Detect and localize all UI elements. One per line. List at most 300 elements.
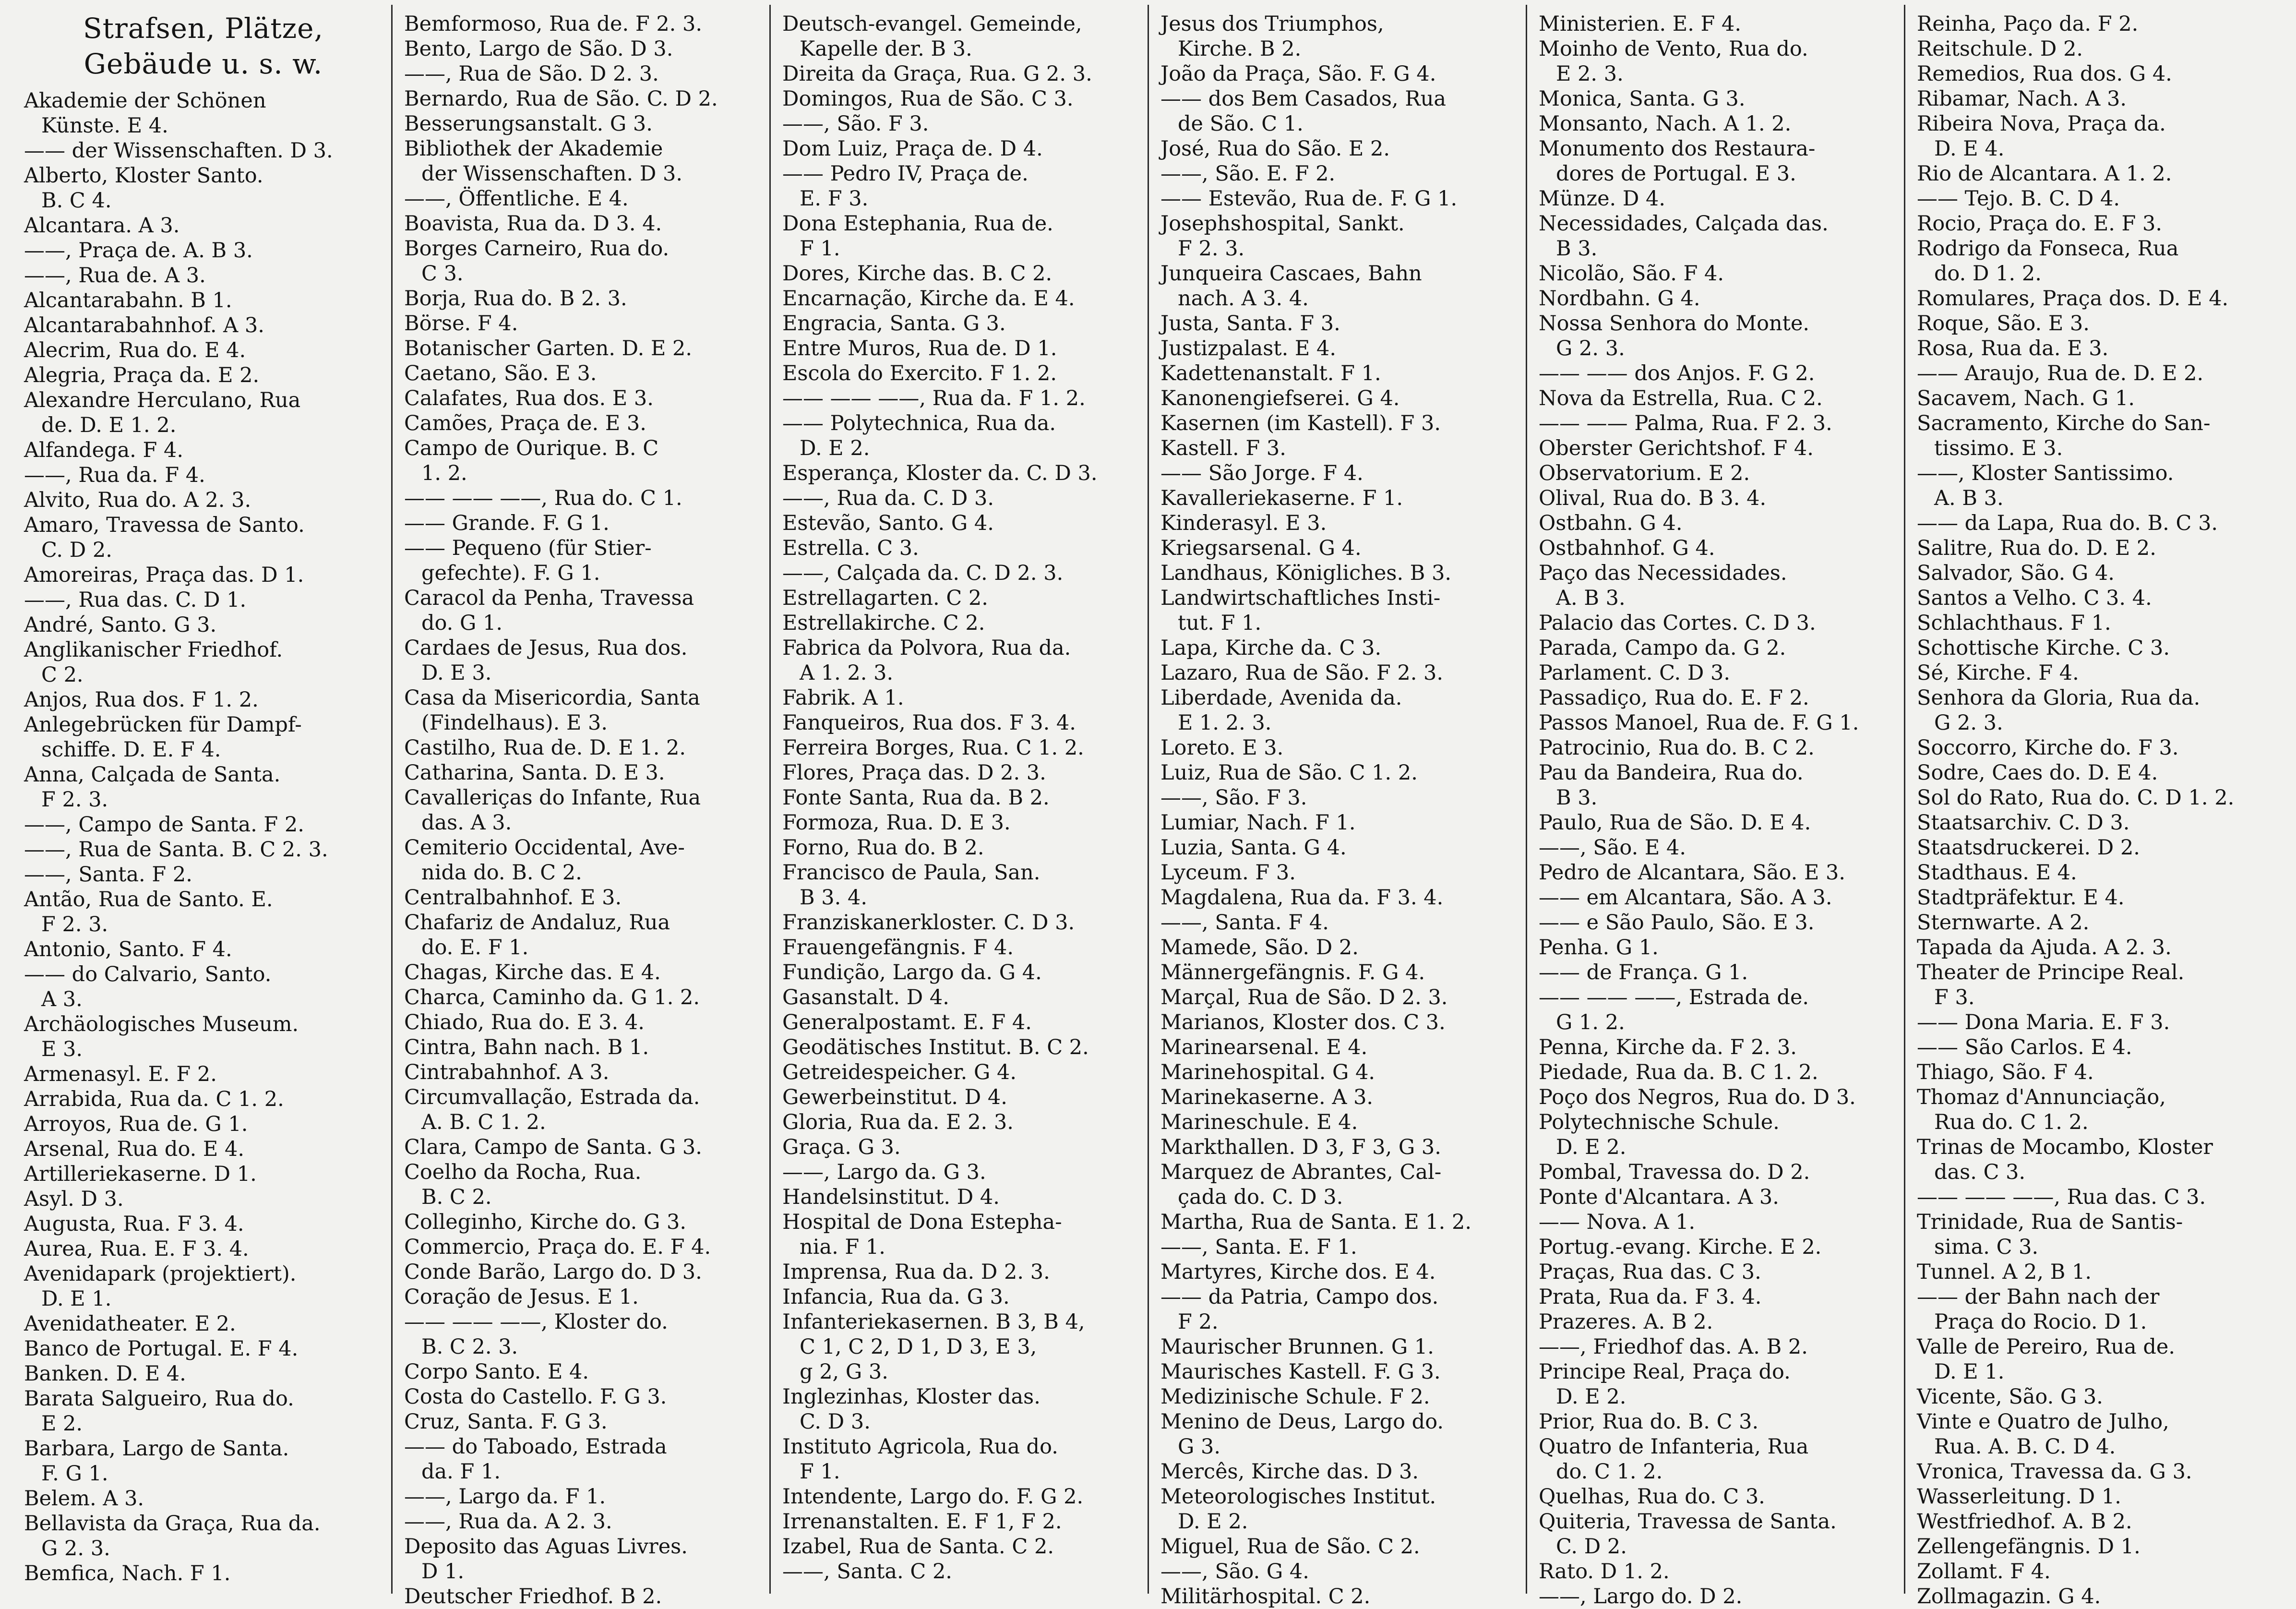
index-entry: Vronica, Travessa da. G 3.	[1917, 1460, 2192, 1484]
index-entry: Reinha, Paço da. F 2.	[1917, 12, 2139, 36]
index-entry: Sacramento, Kirche do San- tissimo. E 3.	[1917, 411, 2211, 460]
index-entry: —— —— dos Anjos. F. G 2.	[1539, 361, 1815, 385]
index-entry: Thomaz d'Annunciação, Rua do. C 1. 2.	[1917, 1085, 2166, 1134]
index-entry: Polytechnische Schule. D. E 2.	[1539, 1110, 1780, 1159]
index-entry: —— em Alcantara, São. A 3.	[1539, 886, 1832, 910]
index-entry: —— der Bahn nach der Praça do Rocio. D 1.	[1917, 1285, 2160, 1334]
index-entry: Monumento dos Restaura- dores de Portugal. E 3.	[1539, 137, 1816, 186]
index-entry: —— São Carlos. E 4.	[1917, 1035, 2132, 1059]
index-entry: ——, Largo do. D 2.	[1539, 1585, 1743, 1609]
index-entry: José, Rua do São. E 2.	[1160, 137, 1390, 161]
index-entry: Caracol da Penha, Travessa do. G 1.	[404, 586, 694, 635]
index-entry: Deutscher Friedhof. B 2.	[404, 1585, 662, 1609]
index-entry: Zollamt. F 4.	[1917, 1560, 2051, 1584]
index-entry: Banco de Portugal. E. F 4.	[24, 1337, 299, 1361]
index-entry: Dom Luiz, Praça de. D 4.	[782, 137, 1043, 161]
index-entry: Catharina, Santa. D. E 3.	[404, 761, 665, 785]
index-entry: Romulares, Praça dos. D. E 4.	[1917, 287, 2229, 311]
index-entry: Stadthaus. E 4.	[1917, 861, 2077, 885]
index-entry: Senhora da Gloria, Rua da. G 2. 3.	[1917, 686, 2200, 735]
index-entry: Estrellakirche. C 2.	[782, 611, 985, 635]
index-entry: Kanonengiefserei. G 4.	[1160, 386, 1400, 410]
index-entry: —— dos Bem Casados, Rua de São. C 1.	[1160, 87, 1447, 136]
index-entry: ——, Rua da. A 2. 3.	[404, 1510, 612, 1534]
index-entry: Westfriedhof. A. B 2.	[1917, 1510, 2132, 1534]
index-entry: Anglikanischer Friedhof. C 2.	[24, 638, 283, 687]
index-entry: ——, Kloster Santissimo. A. B 3.	[1917, 461, 2174, 510]
index-entry: —— da Lapa, Rua do. B. C 3.	[1917, 511, 2218, 535]
index-entry: Botanischer Garten. D. E 2.	[404, 336, 693, 360]
index-entry: Alvito, Rua do. A 2. 3.	[24, 488, 251, 512]
index-entry: Martha, Rua de Santa. E 1. 2.	[1160, 1210, 1472, 1234]
index-entry: —— Pequeno (für Stier- gefechte). F. G 1.	[404, 536, 652, 585]
index-entry: Charca, Caminho da. G 1. 2.	[404, 985, 700, 1009]
index-entry: Roque, São. E 3.	[1917, 312, 2090, 336]
index-entry: Prata, Rua da. F 3. 4.	[1539, 1285, 1762, 1309]
index-entry: Avenidapark (projektiert). D. E 1.	[24, 1262, 297, 1311]
index-entry: Arsenal, Rua do. E 4.	[24, 1137, 244, 1161]
index-entry: Landwirtschaftliches Insti- tut. F 1.	[1160, 586, 1441, 635]
index-entry: Alexandre Herculano, Rua de. D. E 1. 2.	[24, 388, 301, 437]
index-entry: Quatro de Infanteria, Rua do. C 1. 2.	[1539, 1435, 1809, 1484]
index-entry: Rocio, Praça do. E. F 3.	[1917, 212, 2163, 236]
index-entry: —— e São Paulo, São. E 3.	[1539, 911, 1815, 935]
entry-list	[782, 12, 1139, 1584]
index-entry: Chafariz de Andaluz, Rua do. E. F 1.	[404, 911, 670, 960]
index-entry: Stadtpräfektur. E 4.	[1917, 886, 2125, 910]
index-entry: Wasserleitung. D 1.	[1917, 1485, 2121, 1509]
index-entry: André, Santo. G 3.	[24, 613, 217, 637]
section-title-line-2: Gebäude u. s. w.	[84, 48, 323, 80]
index-entry: Landhaus, Königliches. B 3.	[1160, 561, 1452, 585]
index-entry: Gewerbeinstitut. D 4.	[782, 1085, 1007, 1109]
index-entry: Reitschule. D 2.	[1917, 37, 2083, 61]
index-entry: Remedios, Rua dos. G 4.	[1917, 62, 2172, 86]
index-entry: Engracia, Santa. G 3.	[782, 312, 1006, 336]
index-entry: Alcantarabahnhof. A 3.	[24, 313, 264, 337]
index-entry: ——, São. E. F 2.	[1160, 162, 1336, 186]
index-entry: Rodrigo da Fonseca, Rua do. D 1. 2.	[1917, 237, 2179, 286]
index-entry: Lapa, Kirche da. C 3.	[1160, 636, 1382, 660]
index-entry: Santos a Velho. C 3. 4.	[1917, 586, 2152, 610]
index-entry: Akademie der Schönen Künste. E 4.	[24, 89, 266, 138]
index-entry: Luiz, Rua de São. C 1. 2.	[1160, 761, 1418, 785]
index-entry: Kinderasyl. E 3.	[1160, 511, 1327, 535]
index-entry: ——, Rua de São. D 2. 3.	[404, 62, 659, 86]
index-entry: Soccorro, Kirche do. F 3.	[1917, 736, 2179, 760]
index-entry: Gloria, Rua da. E 2. 3.	[782, 1110, 1014, 1134]
index-entry: ——, São. F 3.	[1160, 786, 1307, 810]
index-entry: Artilleriekaserne. D 1.	[24, 1162, 257, 1186]
index-entry: Oberster Gerichtshof. F 4.	[1539, 436, 1814, 460]
index-entry: Estrellagarten. C 2.	[782, 586, 988, 610]
index-entry: Dores, Kirche das. B. C 2.	[782, 262, 1052, 286]
index-entry: Getreidespeicher. G 4.	[782, 1060, 1017, 1084]
index-entry: Loreto. E 3.	[1160, 736, 1284, 760]
index-entry: Sol do Rato, Rua do. C. D 1. 2.	[1917, 786, 2235, 810]
index-entry: Prior, Rua do. B. C 3.	[1539, 1410, 1759, 1434]
index-entry: Salitre, Rua do. D. E 2.	[1917, 536, 2156, 560]
index-entry: ——, Santa. C 2.	[782, 1560, 952, 1584]
index-entry: Izabel, Rua de Santa. C 2.	[782, 1535, 1054, 1559]
index-entry: Portug.-evang. Kirche. E 2.	[1539, 1235, 1822, 1259]
index-entry: Principe Real, Praça do. D. E 2.	[1539, 1360, 1791, 1409]
index-entry: Kavalleriekaserne. F 1.	[1160, 486, 1403, 510]
index-entry: ——, Rua de. A 3.	[24, 264, 206, 288]
index-entry: Cruz, Santa. F. G 3.	[404, 1410, 608, 1434]
index-entry: Flores, Praça das. D 2. 3.	[782, 761, 1046, 785]
index-entry: —— de França. G 1.	[1539, 961, 1748, 985]
index-entry: Monica, Santa. G 3.	[1539, 87, 1746, 111]
index-entry: Kriegsarsenal. G 4.	[1160, 536, 1362, 560]
index-entry: ——, Largo da. G 3.	[782, 1160, 986, 1184]
index-entry: Militärhospital. C 2.	[1160, 1585, 1371, 1609]
index-entry: Zollmagazin. G 4.	[1917, 1585, 2101, 1609]
index-entry: Fundição, Largo da. G 4.	[782, 961, 1042, 985]
index-entry: Cemiterio Occidental, Ave- nida do. B. C 2.	[404, 836, 685, 885]
index-entry: —— —— ——, Rua do. C 1.	[404, 486, 682, 510]
index-entry: Quiteria, Travessa de Santa. C. D 2.	[1539, 1510, 1837, 1559]
index-entry: Schottische Kirche. C 3.	[1917, 636, 2170, 660]
index-entry: Justa, Santa. F 3.	[1160, 312, 1340, 336]
index-entry: Avenidatheater. E 2.	[24, 1312, 236, 1336]
index-entry: Tapada da Ajuda. A 2. 3.	[1917, 936, 2172, 960]
index-entry: Direita da Graça, Rua. G 2. 3.	[782, 62, 1092, 86]
index-entry: Kadettenanstalt. F 1.	[1160, 361, 1381, 385]
section-title-line-1: Strafsen, Plätze,	[83, 12, 323, 45]
index-entry: Borja, Rua do. B 2. 3.	[404, 287, 627, 311]
index-entry: Lumiar, Nach. F 1.	[1160, 811, 1356, 835]
index-entry: —— do Taboado, Estrada da. F 1.	[404, 1435, 667, 1484]
index-entry: Escola do Exercito. F 1. 2.	[782, 361, 1057, 385]
index-entry: Chagas, Kirche das. E 4.	[404, 961, 661, 985]
index-entry: Coelho da Rocha, Rua. B. C 2.	[404, 1160, 642, 1209]
index-entry: Maurischer Brunnen. G 1.	[1160, 1335, 1434, 1359]
index-entry: Penha. G 1.	[1539, 936, 1659, 960]
index-entry: Mamede, São. D 2.	[1160, 936, 1359, 960]
index-entry: Magdalena, Rua da. F 3. 4.	[1160, 886, 1444, 910]
index-column-1	[14, 5, 393, 1594]
index-entry: Pombal, Travessa do. D 2.	[1539, 1160, 1810, 1184]
index-entry: ——, São. G 4.	[1160, 1560, 1309, 1584]
index-entry: Imprensa, Rua da. D 2. 3.	[782, 1260, 1050, 1284]
index-entry: Medizinische Schule. F 2.	[1160, 1385, 1430, 1409]
index-entry: ——, Campo de Santa. F 2.	[24, 813, 304, 837]
index-page	[14, 5, 2284, 1609]
index-entry: ——, Rua das. C. D 1.	[24, 588, 247, 612]
index-entry: Josephshospital, Sankt. F 2. 3.	[1160, 212, 1405, 261]
index-entry: Marinehospital. G 4.	[1160, 1060, 1375, 1084]
index-entry: Infanteriekasernen. B 3, B 4, C 1, C 2, D 1, D 3, E 3, g 2, G 3.	[782, 1310, 1085, 1384]
index-entry: Casa da Misericordia, Santa (Findelhaus). E 3.	[404, 686, 700, 735]
index-entry: Bellavista da Graça, Rua da. G 2. 3.	[24, 1512, 321, 1561]
index-entry: Ferreira Borges, Rua. C 1. 2.	[782, 736, 1084, 760]
index-entry: Mercês, Kirche das. D 3.	[1160, 1460, 1419, 1484]
index-entry: Rio de Alcantara. A 1. 2.	[1917, 162, 2172, 186]
index-entry: Fabrik. A 1.	[782, 686, 904, 710]
index-entry: Bernardo, Rua de São. C. D 2.	[404, 87, 718, 111]
index-entry: Meteorologisches Institut. D. E 2.	[1160, 1485, 1436, 1534]
index-entry: Aurea, Rua. E. F 3. 4.	[24, 1237, 249, 1261]
index-entry: Frauengefängnis. F 4.	[782, 936, 1014, 960]
index-column-3	[771, 5, 1149, 1594]
index-entry: Besserungsanstalt. G 3.	[404, 112, 653, 136]
index-entry: Circumvallação, Estrada da. A. B. C 1. 2.	[404, 1085, 700, 1134]
index-entry: Marquez de Abrantes, Cal- çada do. C. D 3.	[1160, 1160, 1442, 1209]
index-entry: Bento, Largo de São. D 3.	[404, 37, 673, 61]
index-entry: Passos Manoel, Rua de. F. G 1.	[1539, 711, 1859, 735]
index-entry: Commercio, Praça do. E. F 4.	[404, 1235, 711, 1259]
index-entry: —— —— Palma, Rua. F 2. 3.	[1539, 411, 1832, 435]
index-entry: Ponte d'Alcantara. A 3.	[1539, 1185, 1779, 1209]
index-entry: Bemfica, Nach. F 1.	[24, 1561, 231, 1585]
index-entry: Camões, Praça de. E 3.	[404, 411, 646, 435]
index-entry: Salvador, São. G 4.	[1917, 561, 2115, 585]
index-entry: Rosa, Rua da. E 3.	[1917, 336, 2109, 360]
index-column-5	[1527, 5, 1905, 1609]
index-entry: Inglezinhas, Kloster das. C. D 3.	[782, 1385, 1040, 1434]
index-entry: Sodre, Caes do. D. E 4.	[1917, 761, 2158, 785]
index-entry: Lazaro, Rua de São. F 2. 3.	[1160, 661, 1444, 685]
index-entry: Nossa Senhora do Monte. G 2. 3.	[1539, 312, 1810, 360]
index-entry: Theater de Principe Real. F 3.	[1917, 961, 2185, 1009]
index-entry: ——, Santa. E. F 1.	[1160, 1235, 1357, 1259]
index-entry: Penna, Kirche da. F 2. 3.	[1539, 1035, 1797, 1059]
index-entry: —— Polytechnica, Rua da. D. E 2.	[782, 411, 1056, 460]
index-entry: Tunnel. A 2, B 1.	[1917, 1260, 2092, 1284]
index-entry: Amoreiras, Praça das. D 1.	[24, 563, 304, 587]
index-entry: Liberdade, Avenida da. E 1. 2. 3.	[1160, 686, 1402, 735]
index-entry: Irrenanstalten. E. F 1, F 2.	[782, 1510, 1062, 1534]
index-entry: Gasanstalt. D 4.	[782, 985, 949, 1009]
index-entry: Alecrim, Rua do. E 4.	[24, 338, 246, 362]
index-entry: Männergefängnis. F. G 4.	[1160, 961, 1425, 985]
index-entry: Poço dos Negros, Rua do. D 3.	[1539, 1085, 1856, 1109]
index-entry: ——, Rua da. F 4.	[24, 463, 205, 487]
index-entry: —— Pedro IV, Praça de. E. F 3.	[782, 162, 1028, 211]
index-entry: Rato. D 1. 2.	[1539, 1560, 1670, 1584]
index-entry: Intendente, Largo do. F. G 2.	[782, 1485, 1084, 1509]
index-entry: Belem. A 3.	[24, 1487, 144, 1511]
index-entry: Archäologisches Museum. E 3.	[24, 1012, 299, 1061]
index-entry: —— Estevão, Rua de. F. G 1.	[1160, 187, 1458, 211]
index-entry: Alcantara. A 3.	[24, 214, 180, 238]
index-entry: —— —— ——, Estrada de. G 1. 2.	[1539, 985, 1809, 1034]
index-entry: Sternwarte. A 2.	[1917, 911, 2090, 935]
index-entry: Kastell. F 3.	[1160, 436, 1286, 460]
index-entry: Boavista, Rua da. D 3. 4.	[404, 212, 662, 236]
index-entry: Antão, Rua de Santo. E. F 2. 3.	[24, 888, 273, 937]
index-entry: Necessidades, Calçada das. B 3.	[1539, 212, 1829, 261]
index-entry: Cardaes de Jesus, Rua dos. D. E 3.	[404, 636, 688, 685]
index-entry: Cintrabahnhof. A 3.	[404, 1060, 610, 1084]
index-entry: Alfandega. F 4.	[24, 438, 184, 462]
index-entry: Costa do Castello. F. G 3.	[404, 1385, 667, 1409]
index-entry: —— —— ——, Kloster do. B. C 2. 3.	[404, 1310, 668, 1359]
index-entry: Asyl. D 3.	[24, 1187, 124, 1211]
index-entry: ——, Calçada da. C. D 2. 3.	[782, 561, 1064, 585]
index-entry: Forno, Rua do. B 2.	[782, 836, 984, 860]
section-title	[24, 11, 383, 82]
index-entry: Domingos, Rua de São. C 3.	[782, 87, 1074, 111]
index-entry: Cintra, Bahn nach. B 1.	[404, 1035, 649, 1059]
index-entry: Bibliothek der Akademie der Wissenschaften. D 3.	[404, 137, 682, 186]
index-entry: Miguel, Rua de São. C 2.	[1160, 1535, 1420, 1559]
index-entry: Staatsarchiv. C. D 3.	[1917, 811, 2130, 835]
index-entry: —— São Jorge. F 4.	[1160, 461, 1363, 485]
entry-list	[404, 12, 761, 1609]
index-entry: Moinho de Vento, Rua do. E 2. 3.	[1539, 37, 1808, 86]
index-entry: Handelsinstitut. D 4.	[782, 1185, 1000, 1209]
index-entry: Dona Estephania, Rua de. F 1.	[782, 212, 1053, 261]
index-entry: —— Grande. F. G 1.	[404, 511, 610, 535]
index-entry: Valle de Pereiro, Rua de. D. E 1.	[1917, 1335, 2176, 1384]
index-entry: Chiado, Rua do. E 3. 4.	[404, 1010, 645, 1034]
index-entry: ——, São. E 4.	[1539, 836, 1686, 860]
index-entry: Marianos, Kloster dos. C 3.	[1160, 1010, 1446, 1034]
entry-list	[1917, 12, 2275, 1609]
index-entry: Hospital de Dona Estepha- nia. F 1.	[782, 1210, 1062, 1259]
index-entry: Clara, Campo de Santa. G 3.	[404, 1135, 702, 1159]
index-entry: Parlament. C. D 3.	[1539, 661, 1730, 685]
index-entry: —— der Wissenschaften. D 3.	[24, 139, 333, 163]
index-entry: Amaro, Travessa de Santo. C. D 2.	[24, 513, 305, 562]
entry-list	[1539, 12, 1895, 1609]
index-entry: Münze. D 4.	[1539, 187, 1666, 211]
index-entry: ——, Öffentliche. E 4.	[404, 187, 629, 211]
index-entry: Ribeira Nova, Praça da. D. E 4.	[1917, 112, 2166, 161]
index-entry: Markthallen. D 3, F 3, G 3.	[1160, 1135, 1441, 1159]
index-entry: Infancia, Rua da. G 3.	[782, 1285, 1010, 1309]
index-entry: Palacio das Cortes. C. D 3.	[1539, 611, 1816, 635]
index-entry: Cavalleriças do Infante, Rua das. A 3.	[404, 786, 701, 835]
index-entry: Alcantarabahn. B 1.	[24, 288, 232, 312]
index-entry: ——, Rua de Santa. B. C 2. 3.	[24, 838, 328, 862]
index-entry: Trinidade, Rua de Santis- sima. C 3.	[1917, 1210, 2183, 1259]
index-entry: Deposito das Aguas Livres. D 1.	[404, 1535, 688, 1584]
index-entry: Paulo, Rua de São. D. E 4.	[1539, 811, 1811, 835]
index-entry: —— —— ——, Rua das. C 3.	[1917, 1185, 2206, 1209]
index-entry: Marineschule. E 4.	[1160, 1110, 1358, 1134]
index-entry: Arrabida, Rua da. C 1. 2.	[24, 1087, 284, 1111]
index-entry: Vinte e Quatro de Julho, Rua. A. B. C. D 4.	[1917, 1410, 2169, 1459]
index-entry: Monsanto, Nach. A 1. 2.	[1539, 112, 1792, 136]
index-entry: Generalpostamt. E. F 4.	[782, 1010, 1032, 1034]
index-entry: Marçal, Rua de São. D 2. 3.	[1160, 985, 1448, 1009]
index-entry: Prazeres. A. B 2.	[1539, 1310, 1713, 1334]
index-entry: Coração de Jesus. E 1.	[404, 1285, 639, 1309]
index-entry: Caetano, São. E 3.	[404, 361, 597, 385]
index-entry: Centralbahnhof. E 3.	[404, 886, 622, 910]
index-entry: Nova da Estrella, Rua. C 2.	[1539, 386, 1823, 410]
index-entry: ——, Friedhof das. A. B 2.	[1539, 1335, 1808, 1359]
index-entry: Parada, Campo da. G 2.	[1539, 636, 1786, 660]
index-entry: —— —— ——, Rua da. F 1. 2.	[782, 386, 1086, 410]
index-entry: —— do Calvario, Santo. A 3.	[24, 962, 272, 1011]
entry-list	[1160, 12, 1517, 1609]
index-entry: ——, Praça de. A. B 3.	[24, 239, 253, 263]
index-entry: Barata Salgueiro, Rua do. E 2.	[24, 1387, 294, 1436]
index-entry: João da Praça, São. F. G 4.	[1160, 62, 1436, 86]
index-entry: Castilho, Rua de. D. E 1. 2.	[404, 736, 686, 760]
index-entry: Banken. D. E 4.	[24, 1362, 186, 1386]
index-entry: Menino de Deus, Largo do. G 3.	[1160, 1410, 1444, 1459]
index-entry: Campo de Ourique. B. C 1. 2.	[404, 436, 659, 485]
index-entry: Calafates, Rua dos. E 3.	[404, 386, 654, 410]
index-entry: Passadiço, Rua do. E. F 2.	[1539, 686, 1809, 710]
index-entry: Pedro de Alcantara, São. E 3.	[1539, 861, 1846, 885]
index-entry: Paço das Necessidades. A. B 3.	[1539, 561, 1787, 610]
index-entry: —— Araujo, Rua de. D. E 2.	[1917, 361, 2204, 385]
index-entry: Barbara, Largo de Santa. F. G 1.	[24, 1437, 289, 1486]
index-entry: Nicolão, São. F 4.	[1539, 262, 1724, 286]
index-entry: Quelhas, Rua do. C 3.	[1539, 1485, 1765, 1509]
index-entry: Francisco de Paula, San. B 3. 4.	[782, 861, 1040, 910]
index-column-2	[393, 5, 771, 1609]
index-entry: Marinearsenal. E 4.	[1160, 1035, 1368, 1059]
index-entry: Justizpalast. E 4.	[1160, 336, 1337, 360]
index-entry: ——, Santa. F 4.	[1160, 911, 1329, 935]
index-entry: Augusta, Rua. F 3. 4.	[24, 1212, 244, 1236]
index-entry: Ostbahn. G 4.	[1539, 511, 1683, 535]
index-entry: Kasernen (im Kastell). F 3.	[1160, 411, 1441, 435]
index-entry: Estevão, Santo. G 4.	[782, 511, 994, 535]
index-entry: Alegria, Praça da. E 2.	[24, 363, 260, 387]
index-entry: Franziskanerkloster. C. D 3.	[782, 911, 1075, 935]
index-entry: Deutsch-evangel. Gemeinde, Kapelle der. B 3.	[782, 12, 1082, 61]
index-entry: Bemformoso, Rua de. F 2. 3.	[404, 12, 703, 36]
index-entry: Olival, Rua do. B 3. 4.	[1539, 486, 1767, 510]
index-entry: Ostbahnhof. G 4.	[1539, 536, 1715, 560]
index-entry: Maurisches Kastell. F. G 3.	[1160, 1360, 1441, 1384]
index-column-6	[1905, 5, 2284, 1609]
index-entry: ——, São. F 3.	[782, 112, 929, 136]
index-entry: Entre Muros, Rua de. D 1.	[782, 336, 1057, 360]
index-entry: Esperança, Kloster da. C. D 3.	[782, 461, 1098, 485]
index-entry: Antonio, Santo. F 4.	[24, 937, 232, 961]
index-entry: Börse. F 4.	[404, 312, 518, 336]
index-entry: ——, Largo da. F 1.	[404, 1485, 606, 1509]
index-entry: Corpo Santo. E 4.	[404, 1360, 589, 1384]
index-entry: Armenasyl. E. F 2.	[24, 1062, 217, 1086]
index-entry: Graça. G 3.	[782, 1135, 901, 1159]
index-entry: Arroyos, Rua de. G 1.	[24, 1112, 248, 1136]
index-entry: Formoza, Rua. D. E 3.	[782, 811, 1011, 835]
index-entry: —— Tejo. B. C. D 4.	[1917, 187, 2120, 211]
index-entry: Fonte Santa, Rua da. B 2.	[782, 786, 1050, 810]
index-entry: Estrella. C 3.	[782, 536, 919, 560]
index-entry: Anlegebrücken für Dampf- schiffe. D. E. F 4.	[24, 713, 302, 762]
index-entry: ——, Rua da. C. D 3.	[782, 486, 994, 510]
index-entry: Ribamar, Nach. A 3.	[1917, 87, 2127, 111]
index-entry: Staatsdruckerei. D 2.	[1917, 836, 2140, 860]
index-entry: Luzia, Santa. G 4.	[1160, 836, 1347, 860]
index-entry: ——, Santa. F 2.	[24, 863, 192, 887]
index-entry: Fabrica da Polvora, Rua da. A 1. 2. 3.	[782, 636, 1071, 685]
index-entry: —— da Patria, Campo dos. F 2.	[1160, 1285, 1439, 1334]
entry-list	[24, 88, 383, 1586]
index-column-4	[1149, 5, 1527, 1609]
index-entry: Patrocinio, Rua do. B. C 2.	[1539, 736, 1815, 760]
index-entry: Nordbahn. G 4.	[1539, 287, 1700, 311]
index-entry: —— Nova. A 1.	[1539, 1210, 1696, 1234]
index-entry: Junqueira Cascaes, Bahn nach. A 3. 4.	[1160, 262, 1422, 311]
index-entry: Trinas de Mocambo, Kloster das. C 3.	[1917, 1135, 2213, 1184]
index-entry: Pau da Bandeira, Rua do. B 3.	[1539, 761, 1804, 810]
index-entry: Anjos, Rua dos. F 1. 2.	[24, 688, 259, 712]
index-entry: Colleginho, Kirche do. G 3.	[404, 1210, 686, 1234]
index-entry: Jesus dos Triumphos, Kirche. B 2.	[1160, 12, 1384, 61]
